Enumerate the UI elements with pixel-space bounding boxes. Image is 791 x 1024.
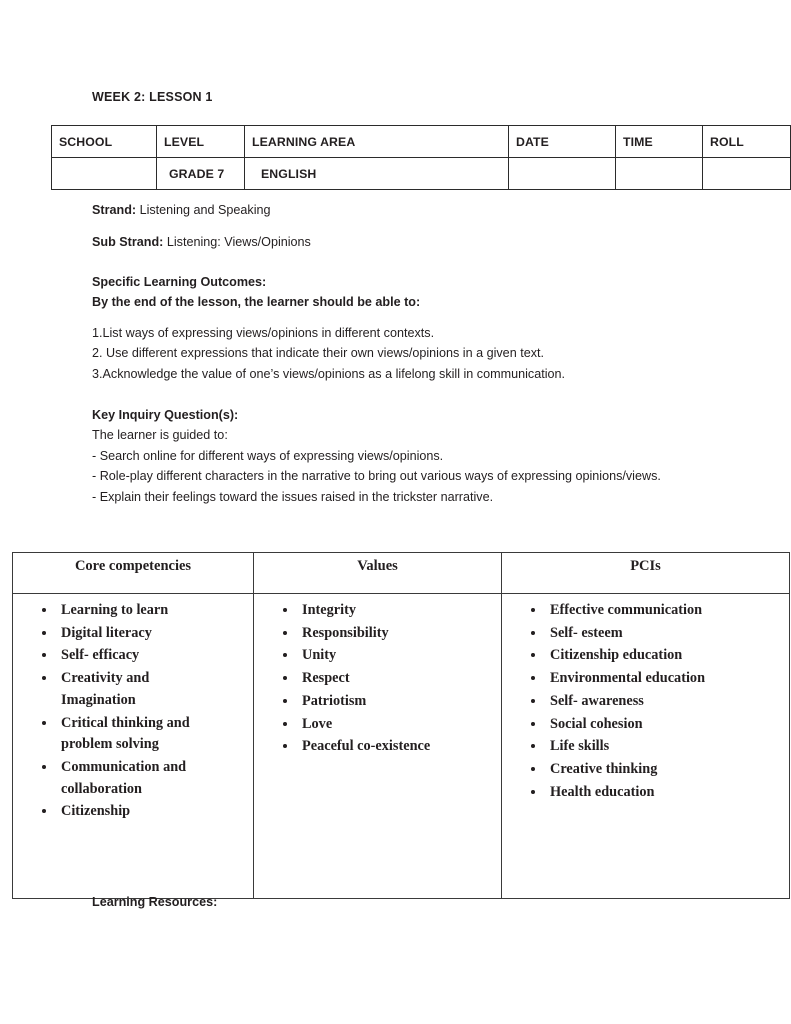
list-item: - Role-play different characters in the narrative to bring out various ways of expressing opinions/views.: [92, 469, 661, 484]
list-item: • Health education: [546, 782, 783, 804]
competency-values-pcis-table: [12, 552, 790, 899]
value-cell-school[interactable]: [52, 158, 157, 190]
list-item: 2. Use different expressions that indicate their own views/opinions in a given text.: [92, 346, 544, 361]
value-cell-roll[interactable]: [703, 158, 791, 190]
list-item: • Critical thinking and problem solving: [57, 713, 247, 756]
header-cell-values: Values: [254, 553, 502, 594]
learning-resources-label: Learning Resources:: [92, 895, 218, 909]
lesson-info-table: [51, 125, 791, 190]
values-list: [260, 600, 495, 758]
header-cell-roll: ROLL: [703, 126, 791, 158]
list-item: • Citizenship education: [546, 645, 783, 667]
cell-pcis: [502, 594, 790, 899]
key-inquiry-heading: Key Inquiry Question(s):: [92, 408, 239, 422]
sub-strand-section: [92, 232, 692, 252]
list-item: • Learning to learn: [57, 600, 247, 622]
header-cell-school: SCHOOL: [52, 126, 157, 158]
header-cell-pcis: PCIs: [502, 553, 790, 594]
list-item: • Creative thinking: [546, 759, 783, 781]
value-cell-time[interactable]: [616, 158, 703, 190]
list-item: 3.Acknowledge the value of one’s views/opinions as a lifelong skill in communication.: [92, 366, 565, 381]
header-cell-level: LEVEL: [157, 126, 245, 158]
specific-learning-outcomes-heading: Specific Learning Outcomes:: [92, 275, 267, 289]
table-row: [13, 594, 790, 899]
list-item: • Communication and collaboration: [57, 757, 247, 800]
sub-strand-value: Listening: Views/Opinions: [163, 235, 311, 249]
list-item: 1.List ways of expressing views/opinions in different contexts.: [92, 326, 435, 340]
strand-value: Listening and Speaking: [136, 203, 271, 217]
list-item: - Search online for different ways of expressing views/opinions.: [92, 448, 444, 463]
strand-section: [92, 200, 692, 220]
specific-learning-outcomes-list: [92, 323, 692, 384]
list-item: • Digital literacy: [57, 623, 247, 645]
list-item: • Self- awareness: [546, 691, 783, 713]
specific-learning-outcomes-subheading: By the end of the lesson, the learner should be able to:: [92, 295, 421, 310]
list-item: • Life skills: [546, 736, 783, 758]
list-item: • Creativity and Imagination: [57, 668, 247, 711]
key-inquiry-section: [92, 405, 692, 507]
list-item: • Citizenship: [57, 801, 247, 823]
list-item: • Love: [298, 714, 495, 736]
list-item: • Respect: [298, 668, 495, 690]
value-cell-learning-area[interactable]: ENGLISH: [245, 158, 509, 190]
strand-label: Strand:: [92, 203, 137, 217]
header-cell-date: DATE: [509, 126, 616, 158]
list-item: • Unity: [298, 645, 495, 667]
list-item: • Social cohesion: [546, 714, 783, 736]
list-item: • Peaceful co-existence: [298, 736, 495, 758]
specific-learning-outcomes-heading-block: [92, 272, 692, 313]
value-cell-date[interactable]: [509, 158, 616, 190]
list-item: • Self- esteem: [546, 623, 783, 645]
key-inquiry-intro: The learner is guided to:: [92, 428, 228, 443]
header-cell-time: TIME: [616, 126, 703, 158]
list-item: - Explain their feelings toward the issues raised in the trickster narrative.: [92, 489, 494, 504]
week-lesson-heading: WEEK 2: LESSON 1: [92, 90, 213, 104]
sub-strand-label: Sub Strand:: [92, 235, 164, 249]
table-row-values: [52, 158, 791, 190]
pcis-list: [508, 600, 783, 803]
table-row-headers: [13, 553, 790, 594]
table-row-headers: [52, 126, 791, 158]
header-cell-learning-area: LEARNING AREA: [245, 126, 509, 158]
list-item: • Self- efficacy: [57, 645, 247, 667]
cell-values: [254, 594, 502, 899]
list-item: • Patriotism: [298, 691, 495, 713]
list-item: • Responsibility: [298, 623, 495, 645]
list-item: • Effective communication: [546, 600, 783, 622]
header-cell-core-competencies: Core competencies: [13, 553, 254, 594]
core-competencies-list: [19, 600, 247, 823]
cell-core-competencies: [13, 594, 254, 899]
list-item: • Environmental education: [546, 668, 783, 690]
list-item: • Integrity: [298, 600, 495, 622]
value-cell-level[interactable]: GRADE 7: [157, 158, 245, 190]
